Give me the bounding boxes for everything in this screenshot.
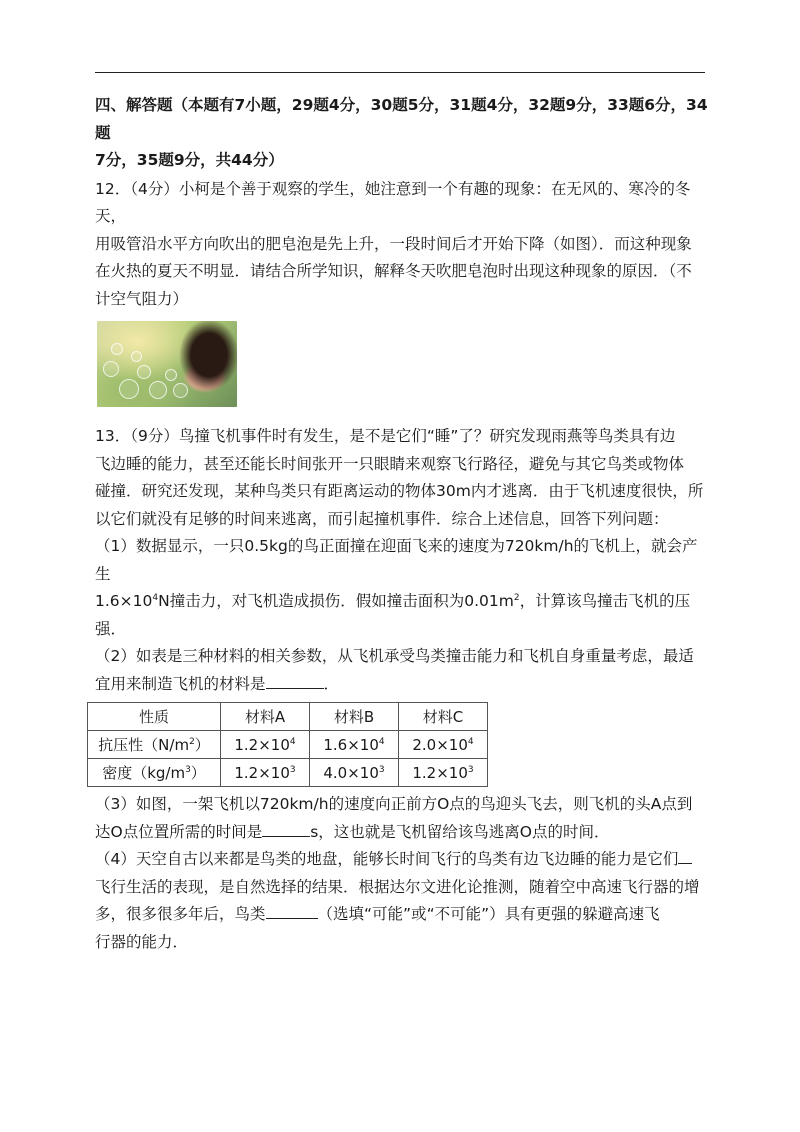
q13-part3-line1: （3）如图，一架飞机以720km/h的速度向正前方O点的鸟迎头飞去，则飞机的头A点到 [95, 795, 693, 813]
table-header-cell: 材料C [399, 703, 488, 731]
q13-part2-line2 [95, 671, 710, 699]
table-header-cell: 性质 [88, 703, 221, 731]
force-value: 1.6×10 [95, 592, 153, 610]
q12-line3: 在火热的夏天不明显．请结合所学知识，解释冬天吹肥皂泡时出现这种现象的原因．（不 [95, 262, 692, 280]
answer-blank-time[interactable] [262, 835, 310, 837]
table-cell: $4.0\times 10^3$ [310, 759, 399, 787]
soap-bubble-photo [97, 321, 237, 407]
q13-part4-line4: 行器的能力． [95, 932, 189, 951]
q13-intro-line4: 以它们就没有足够的时间来逃离，而引起撞机事件．综合上述信息，回答下列问题： [95, 509, 669, 528]
part3-text: 达O点位置所需的时间是 [95, 822, 263, 841]
part2-text: 宜用来制造飞机的材料是 [95, 674, 266, 693]
q13-part1-line2 [95, 588, 710, 643]
q13-intro-line3: 碰撞．研究还发现，某种鸟类只有距离运动的物体30m内才逃离．由于飞机速度很快，所 [95, 482, 704, 500]
q13-intro-line1: 13．（9分）鸟撞飞机事件时有发生，是不是它们“睡”了？研究发现雨燕等鸟类具有边 [95, 427, 676, 445]
table-header-row [88, 703, 488, 731]
answer-blank-material[interactable] [266, 687, 324, 689]
area-exponent: 2 [513, 593, 520, 603]
bubble-shape [137, 365, 151, 379]
bubble-shape [119, 379, 139, 399]
table-header-cell: 材料A [221, 703, 310, 731]
table-cell: $2.0\times 10^4$ [399, 731, 488, 759]
q12-line1: 12．（4分）小柯是个善于观察的学生，她注意到一个有趣的现象：在无风的、寒冷的冬天， [95, 179, 691, 225]
bubble-shape [131, 351, 142, 362]
table-cell: $1.2\times 10^3$ [221, 759, 310, 787]
q13-part4-line3 [95, 901, 710, 929]
q13-part2-line1: （2）如表是三种材料的相关参数，从飞机承受鸟类撞击能力和飞机自身重量考虑，最适 [95, 647, 694, 665]
q13-part1-line1: （1）数据显示，一只0.5kg的鸟正面撞在迎面飞来的速度为720km/h的飞机上，就会产生 [95, 537, 698, 583]
photo-background [97, 321, 237, 407]
page-content [95, 92, 710, 956]
table-cell: $1.2\times 10^4$ [221, 731, 310, 759]
section-heading-line2: 7分，35题9分，共44分） [95, 151, 284, 169]
part1-text-end: ，计算该鸟撞击飞机的压强． [95, 592, 691, 638]
table-row [88, 731, 488, 759]
row-label-compressive: 抗压性$(N/m^2)$ [88, 731, 221, 759]
answer-blank-possible[interactable] [266, 917, 318, 919]
bubble-shape [173, 383, 188, 398]
part2-end: ． [323, 674, 340, 693]
question-12 [95, 176, 710, 408]
part4-text: （4）天空自古以来都是鸟类的地盘，能够长时间飞行的鸟类有边飞边睡的能力是它们 [95, 850, 679, 868]
bubble-shape [149, 381, 167, 399]
force-exponent: 4 [152, 593, 159, 603]
table-cell: $1.2\times 10^3$ [399, 759, 488, 787]
bubble-shape [103, 361, 119, 377]
question-13 [95, 423, 710, 956]
table-header-cell: 材料B [310, 703, 399, 731]
answer-blank-ability[interactable] [678, 862, 692, 864]
table-row [88, 759, 488, 787]
section-heading-line1: 四、解答题（本题有7小题，29题4分，30题5分，31题4分，32题9分，33题6分，34题 [95, 96, 708, 142]
materials-table [87, 702, 488, 787]
q13-part4-line1 [95, 846, 710, 874]
top-rule [95, 72, 705, 73]
table-cell: $1.6\times 10^4$ [310, 731, 399, 759]
bubble-shape [165, 369, 177, 381]
part3-text-end: s，这也就是飞机留给该鸟逃离O点的时间． [310, 822, 610, 841]
row-label-density: 密度$(kg/m^3)$ [88, 759, 221, 787]
part4-text-b: （选填“可能”或“不可能”）具有更强的躲避高速飞 [317, 905, 660, 923]
q12-line2: 用吸管沿水平方向吹出的肥皂泡是先上升，一段时间后才开始下降（如图）．而这种现象 [95, 234, 692, 253]
q13-part4-line2: 飞行生活的表现，是自然选择的结果．根据达尔文进化论推测，随着空中高速飞行器的增 [95, 877, 700, 896]
part4-text-a: 多，很多很多年后，鸟类 [95, 905, 266, 923]
q12-line4: 计空气阻力） [95, 289, 189, 308]
bubble-shape [111, 343, 123, 355]
part1-text: N撞击力，对飞机造成损伤．假如撞击面积为0.01m [158, 592, 514, 610]
q13-part3-line2 [95, 819, 710, 847]
q13-intro-line2: 飞边睡的能力，甚至还能长时间张开一只眼睛来观察飞行路径，避免与其它鸟类或物体 [95, 454, 685, 473]
